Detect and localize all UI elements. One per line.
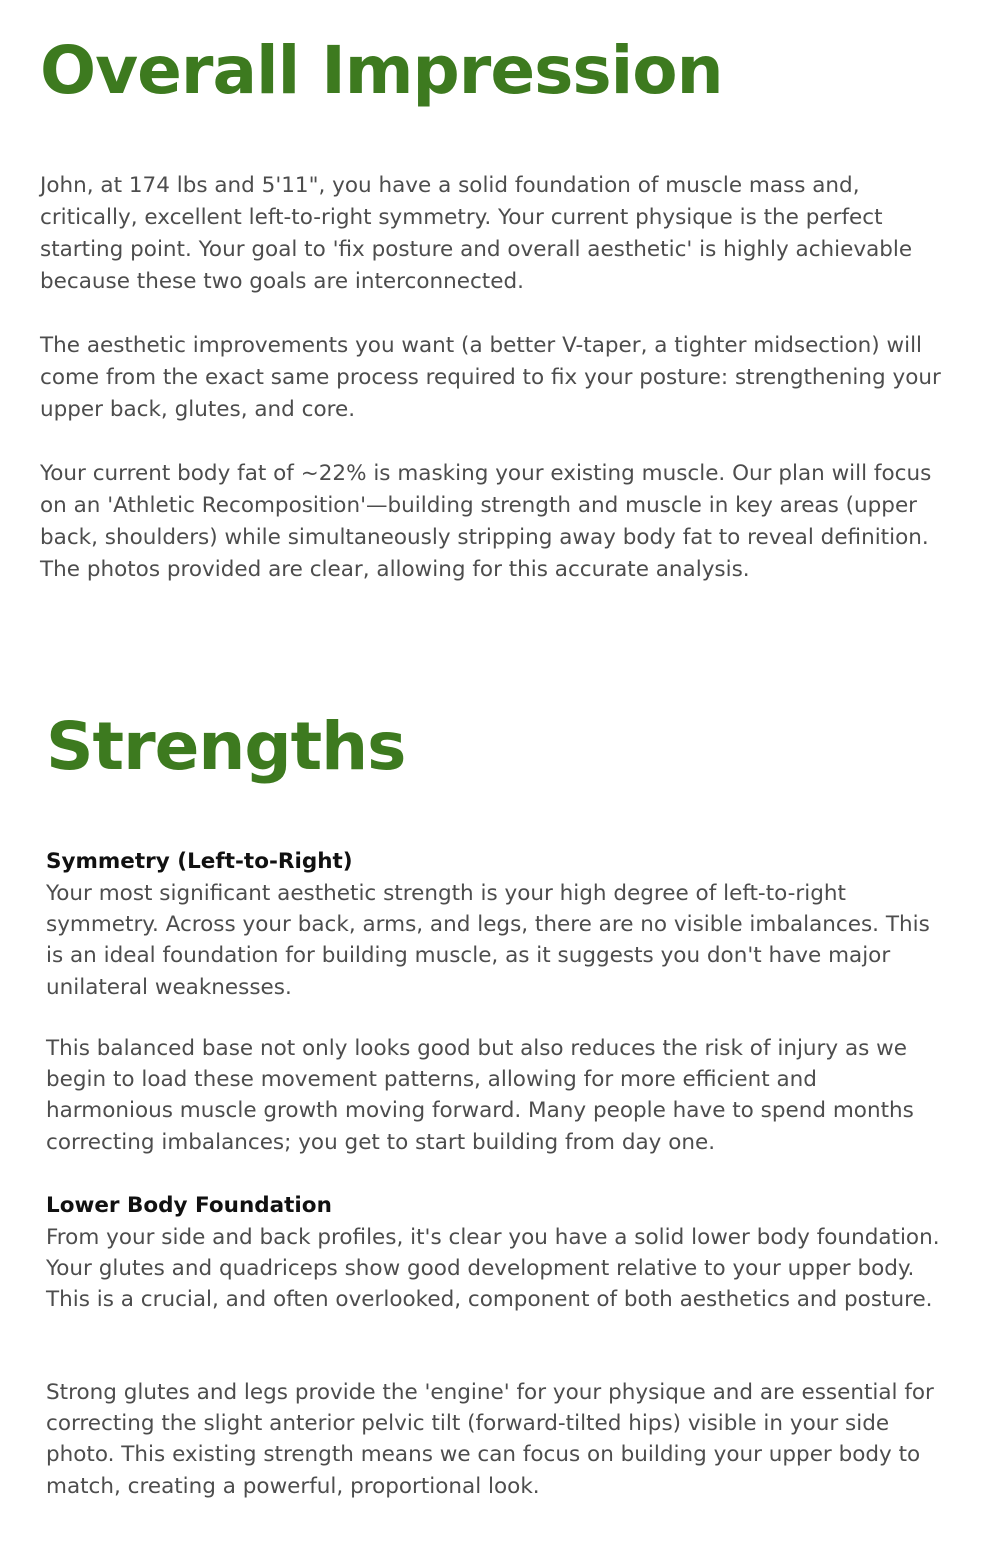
lower-body-paragraph-2: Strong glutes and legs provide the 'engine' for your physique and are essential for correcting the slight anterior pelvic tilt (forward-tilted hips) visible in your side photo. This existing strength means we can focus on building your upper body to match, creating a powerful, proportional look. bbox=[46, 1380, 934, 1499]
symmetry-paragraph-1: Your most significant aesthetic strength is your high degree of left-to-right symmetry. Across your back, arms, and legs, there are no visible imbalances. This is an ideal foundation for building muscle, as it suggests you don't have major unilateral weaknesses. bbox=[46, 881, 930, 1000]
symmetry-paragraph-2: This balanced base not only looks good but also reduces the risk of injury as we begin to load these movement patterns, allowing for more efficient and harmonious muscle growth moving forward. Many people have to spend months correcting imbalances; you get to start building from day one. bbox=[46, 1036, 914, 1155]
strength-title-symmetry: Symmetry (Left-to-Right) bbox=[46, 849, 353, 874]
strengths-heading: Strengths bbox=[46, 708, 406, 785]
strength-title-lower-body: Lower Body Foundation bbox=[46, 1193, 332, 1218]
overall-impression-heading: Overall Impression bbox=[40, 32, 723, 109]
overall-paragraph-2: The aesthetic improvements you want (a better V-taper, a tighter midsection) will come from the exact same process required to fix your posture: strengthening your upper back, glutes, and core. bbox=[40, 333, 941, 422]
lower-body-paragraph-1: From your side and back profiles, it's clear you have a solid lower body foundation. Your glutes and quadriceps show good development relative to your upper body. This is a crucial, and often overlooked, component of both aesthetics and posture. bbox=[46, 1225, 940, 1313]
overall-paragraph-3: Your current body fat of ~22% is masking your existing muscle. Our plan will focus on an 'Athletic Recomposition'—building strength and muscle in key areas (upper back, shoulders) while simultaneously stripping away body fat to reveal definition. The photos provided are clear, allowing for this accurate analysis. bbox=[40, 461, 932, 582]
overall-paragraph-1: John, at 174 lbs and 5'11", you have a solid foundation of muscle mass and, critically, excellent left-to-right symmetry. Your current physique is the perfect starting point. Your goal to 'fix posture and overall aesthetic' is highly achievable because these two goals are interconnected. bbox=[40, 173, 913, 294]
